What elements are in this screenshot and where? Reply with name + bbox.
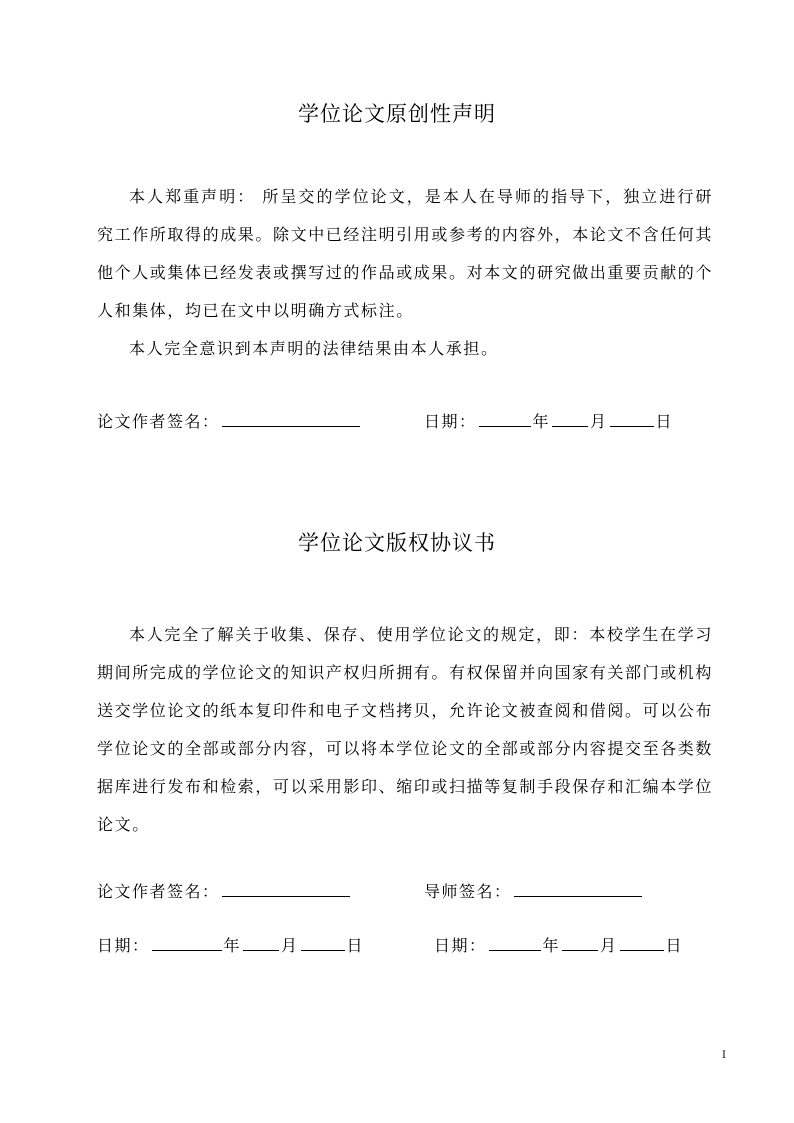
declaration-paragraph: 本人郑重声明： 所呈交的学位论文，是本人在导师的指导下，独立进行研究工作所取得的成果。除文中已经注明引用或参考的内容外，本论文不含任何其他个人或集体已经发表或撰写过的作品或成果。对本文的研究做出重要贡献的个人和集体，均已在文中以明确方式标注。 bbox=[97, 187, 714, 320]
copyright-title: 学位论文版权协议书 bbox=[298, 531, 496, 555]
copyright-author-signature bbox=[97, 880, 352, 902]
declaration-title: 学位论文原创性声明 bbox=[298, 102, 496, 126]
copyright-advisor-date bbox=[434, 934, 683, 956]
year-label: 年 bbox=[532, 412, 551, 431]
day-blank[interactable] bbox=[610, 410, 654, 427]
date-label: 日期： bbox=[97, 936, 150, 955]
year-label: 年 bbox=[223, 936, 242, 955]
day-label: 日 bbox=[665, 936, 684, 955]
date-label: 日期： bbox=[434, 936, 487, 955]
month-label: 月 bbox=[281, 936, 299, 955]
day-blank[interactable] bbox=[620, 934, 664, 951]
page-number: I bbox=[722, 1050, 726, 1061]
copyright-paragraph: 本人完全了解关于收集、保存、使用学位论文的规定，即：本校学生在学习期间所完成的学位论文的知识产权归所拥有。有权保留并向国家有关部门或机构送交学位论文的纸本复印件和电子文档拷贝，允许论文被查阅和借阅。可以公布学位论文的全部或部分内容，可以将本学位论文的全部或部分内容提交至各类数据库进行发布和检索，可以采用影印、缩印或扫描等复制手段保存和汇编本学位论文。 bbox=[97, 625, 714, 834]
declaration-date bbox=[424, 410, 673, 432]
author-signature-label: 论文作者签名： bbox=[97, 412, 220, 431]
declaration-author-signature bbox=[97, 410, 362, 432]
author-signature-line[interactable] bbox=[222, 410, 360, 427]
year-blank[interactable] bbox=[152, 934, 222, 951]
author-signature-label: 论文作者签名： bbox=[97, 882, 220, 901]
day-label: 日 bbox=[655, 412, 674, 431]
month-blank[interactable] bbox=[562, 934, 598, 951]
month-blank[interactable] bbox=[243, 934, 279, 951]
copyright-author-date bbox=[97, 934, 364, 956]
copyright-body bbox=[97, 616, 713, 844]
month-blank[interactable] bbox=[552, 410, 588, 427]
author-signature-line[interactable] bbox=[222, 880, 350, 897]
month-label: 月 bbox=[590, 412, 608, 431]
year-label: 年 bbox=[542, 936, 561, 955]
month-label: 月 bbox=[600, 936, 618, 955]
advisor-signature-label: 导师签名： bbox=[424, 882, 512, 901]
declaration-body bbox=[97, 178, 713, 368]
day-label: 日 bbox=[346, 936, 365, 955]
day-blank[interactable] bbox=[301, 934, 345, 951]
advisor-signature-line[interactable] bbox=[514, 880, 642, 897]
copyright-advisor-signature bbox=[424, 880, 644, 902]
year-blank[interactable] bbox=[489, 934, 541, 951]
declaration-paragraph: 本人完全意识到本声明的法律结果由本人承担。 bbox=[129, 339, 499, 358]
year-blank[interactable] bbox=[479, 410, 531, 427]
date-label: 日期： bbox=[424, 412, 477, 431]
